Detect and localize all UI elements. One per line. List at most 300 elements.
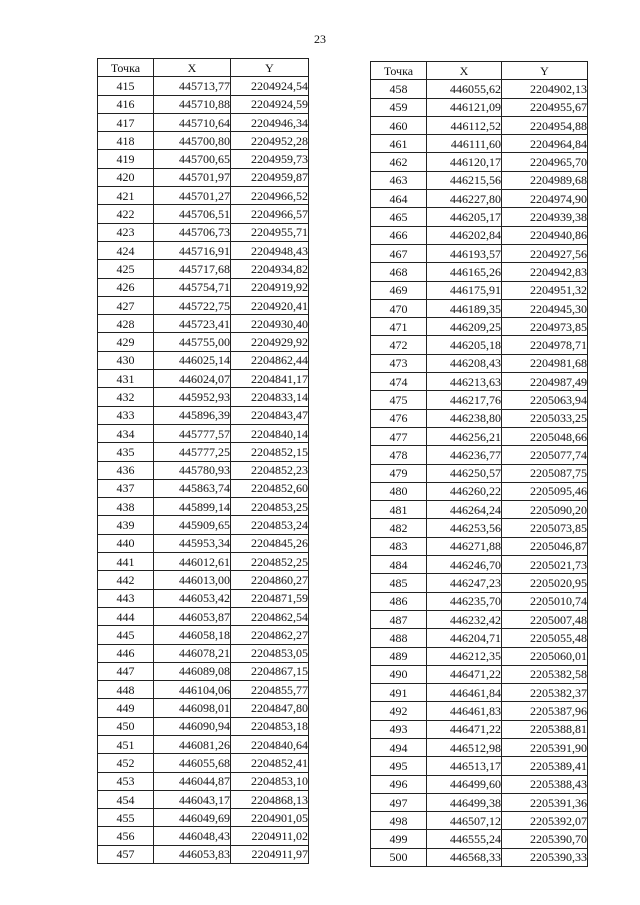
table-row	[98, 516, 309, 534]
cell-x: 446098,01	[154, 699, 231, 717]
cell-x: 446025,14	[154, 351, 231, 369]
cell-point: 438	[98, 498, 154, 516]
cell-x: 446232,42	[427, 610, 502, 628]
cell-point: 466	[371, 226, 427, 244]
cell-point: 473	[371, 354, 427, 372]
cell-y: 2204902,13	[502, 80, 588, 98]
cell-x: 445710,64	[154, 113, 231, 131]
cell-x: 446055,68	[154, 754, 231, 772]
table-row	[98, 77, 309, 95]
table-row	[98, 424, 309, 442]
cell-point: 444	[98, 607, 154, 625]
cell-y: 2204948,43	[231, 241, 309, 259]
table-row	[98, 150, 309, 168]
cell-y: 2204860,27	[231, 571, 309, 589]
cell-y: 2204845,26	[231, 534, 309, 552]
cell-y: 2204868,13	[231, 790, 309, 808]
cell-point: 480	[371, 482, 427, 500]
table-row	[98, 351, 309, 369]
cell-y: 2205095,46	[502, 482, 588, 500]
table-row	[98, 241, 309, 259]
cell-point: 454	[98, 790, 154, 808]
cell-point: 481	[371, 501, 427, 519]
cell-x: 446204,71	[427, 629, 502, 647]
cell-point: 469	[371, 281, 427, 299]
cell-x: 446044,87	[154, 772, 231, 790]
column-header-y: Y	[502, 62, 588, 80]
cell-x: 446499,38	[427, 793, 502, 811]
cell-x: 446247,23	[427, 574, 502, 592]
cell-point: 479	[371, 464, 427, 482]
cell-x: 445899,14	[154, 498, 231, 516]
cell-x: 446236,77	[427, 446, 502, 464]
cell-y: 2205077,74	[502, 446, 588, 464]
cell-x: 446235,70	[427, 592, 502, 610]
cell-x: 446264,24	[427, 501, 502, 519]
cell-x: 446024,07	[154, 370, 231, 388]
table-row	[371, 208, 588, 226]
cell-point: 450	[98, 717, 154, 735]
cell-point: 426	[98, 278, 154, 296]
table-row	[371, 629, 588, 647]
cell-x: 445700,80	[154, 132, 231, 150]
table-row	[371, 336, 588, 354]
table-row	[98, 278, 309, 296]
cell-x: 446217,76	[427, 391, 502, 409]
cell-y: 2205090,20	[502, 501, 588, 519]
cell-point: 419	[98, 150, 154, 168]
cell-point: 490	[371, 665, 427, 683]
cell-point: 441	[98, 553, 154, 571]
cell-y: 2205087,75	[502, 464, 588, 482]
cell-x: 446078,21	[154, 644, 231, 662]
cell-y: 2204867,15	[231, 662, 309, 680]
cell-point: 475	[371, 391, 427, 409]
cell-x: 446202,84	[427, 226, 502, 244]
cell-x: 445722,75	[154, 296, 231, 314]
table-row	[371, 391, 588, 409]
table-row	[371, 263, 588, 281]
table-row	[371, 702, 588, 720]
table-row	[98, 681, 309, 699]
cell-y: 2204934,82	[231, 260, 309, 278]
cell-point: 451	[98, 735, 154, 753]
table-row	[98, 699, 309, 717]
cell-y: 2204855,77	[231, 681, 309, 699]
cell-point: 485	[371, 574, 427, 592]
cell-x: 446053,42	[154, 589, 231, 607]
cell-x: 446081,26	[154, 735, 231, 753]
table-row	[98, 370, 309, 388]
cell-y: 2205392,07	[502, 812, 588, 830]
cell-y: 2204840,14	[231, 424, 309, 442]
cell-y: 2204989,68	[502, 171, 588, 189]
cell-x: 446165,26	[427, 263, 502, 281]
table-row	[98, 187, 309, 205]
cell-y: 2204954,88	[502, 116, 588, 134]
cell-x: 446271,88	[427, 537, 502, 555]
cell-x: 446499,60	[427, 775, 502, 793]
cell-y: 2204833,14	[231, 388, 309, 406]
table-row	[371, 153, 588, 171]
table-row	[98, 754, 309, 772]
cell-y: 2204843,47	[231, 406, 309, 424]
cell-point: 464	[371, 190, 427, 208]
cell-y: 2204974,90	[502, 190, 588, 208]
cell-y: 2204911,02	[231, 827, 309, 845]
cell-x: 446104,06	[154, 681, 231, 699]
cell-y: 2204964,84	[502, 135, 588, 153]
table-row	[371, 135, 588, 153]
cell-x: 446012,61	[154, 553, 231, 571]
cell-x: 446250,57	[427, 464, 502, 482]
table-row	[371, 464, 588, 482]
cell-x: 446112,52	[427, 116, 502, 134]
table-row	[371, 354, 588, 372]
cell-x: 445863,74	[154, 479, 231, 497]
cell-point: 499	[371, 830, 427, 848]
cell-x: 446205,18	[427, 336, 502, 354]
column-header-point: Точка	[371, 62, 427, 80]
table-row	[371, 684, 588, 702]
cell-y: 2205060,01	[502, 647, 588, 665]
cell-x: 446555,24	[427, 830, 502, 848]
cell-x: 446043,17	[154, 790, 231, 808]
cell-x: 446471,22	[427, 665, 502, 683]
table-row	[98, 571, 309, 589]
table-row	[371, 318, 588, 336]
cell-point: 461	[371, 135, 427, 153]
cell-y: 2204862,44	[231, 351, 309, 369]
cell-point: 422	[98, 205, 154, 223]
cell-x: 446053,83	[154, 845, 231, 863]
column-header-x: X	[427, 62, 502, 80]
cell-point: 436	[98, 461, 154, 479]
cell-x: 446471,22	[427, 720, 502, 738]
cell-x: 445701,27	[154, 187, 231, 205]
cell-y: 2205033,25	[502, 409, 588, 427]
table-row	[371, 171, 588, 189]
cell-point: 457	[98, 845, 154, 863]
cell-x: 446215,56	[427, 171, 502, 189]
cell-point: 458	[371, 80, 427, 98]
cell-x: 445706,73	[154, 223, 231, 241]
cell-y: 2204853,10	[231, 772, 309, 790]
cell-y: 2204939,38	[502, 208, 588, 226]
cell-point: 491	[371, 684, 427, 702]
table-row	[371, 80, 588, 98]
table-header-row	[98, 59, 309, 77]
table-row	[371, 427, 588, 445]
cell-point: 417	[98, 113, 154, 131]
cell-point: 446	[98, 644, 154, 662]
cell-point: 420	[98, 168, 154, 186]
column-header-x: X	[154, 59, 231, 77]
cell-x: 446213,63	[427, 373, 502, 391]
cell-point: 416	[98, 95, 154, 113]
table-row	[98, 205, 309, 223]
cell-y: 2204973,85	[502, 318, 588, 336]
cell-y: 2204959,73	[231, 150, 309, 168]
table-row	[98, 553, 309, 571]
cell-x: 446205,17	[427, 208, 502, 226]
cell-x: 446461,84	[427, 684, 502, 702]
cell-x: 446212,35	[427, 647, 502, 665]
table-row	[371, 373, 588, 391]
cell-x: 445710,88	[154, 95, 231, 113]
cell-y: 2205391,36	[502, 793, 588, 811]
table-row	[371, 757, 588, 775]
cell-y: 2205390,70	[502, 830, 588, 848]
cell-point: 429	[98, 333, 154, 351]
cell-y: 2204853,25	[231, 498, 309, 516]
cell-y: 2205388,43	[502, 775, 588, 793]
cell-x: 446193,57	[427, 244, 502, 262]
cell-point: 423	[98, 223, 154, 241]
cell-y: 2205390,33	[502, 848, 588, 866]
cell-x: 446253,56	[427, 519, 502, 537]
cell-y: 2204911,97	[231, 845, 309, 863]
cell-x: 446111,60	[427, 135, 502, 153]
cell-x: 446507,12	[427, 812, 502, 830]
table-row	[371, 793, 588, 811]
table-row	[371, 592, 588, 610]
cell-x: 445723,41	[154, 315, 231, 333]
cell-point: 456	[98, 827, 154, 845]
cell-x: 446120,17	[427, 153, 502, 171]
cell-y: 2204966,57	[231, 205, 309, 223]
table-row	[371, 775, 588, 793]
cell-x: 446055,62	[427, 80, 502, 98]
cell-point: 487	[371, 610, 427, 628]
cell-y: 2205020,95	[502, 574, 588, 592]
table-row	[98, 168, 309, 186]
cell-y: 2204920,41	[231, 296, 309, 314]
cell-y: 2204841,17	[231, 370, 309, 388]
cell-y: 2204978,71	[502, 336, 588, 354]
cell-y: 2204853,24	[231, 516, 309, 534]
cell-x: 446209,25	[427, 318, 502, 336]
cell-y: 2204840,64	[231, 735, 309, 753]
cell-x: 446049,69	[154, 809, 231, 827]
cell-point: 440	[98, 534, 154, 552]
cell-y: 2204929,92	[231, 333, 309, 351]
table-row	[98, 260, 309, 278]
cell-x: 445896,39	[154, 406, 231, 424]
cell-x: 446189,35	[427, 299, 502, 317]
table-row	[98, 479, 309, 497]
cell-point: 455	[98, 809, 154, 827]
cell-point: 500	[371, 848, 427, 866]
cell-x: 446256,21	[427, 427, 502, 445]
cell-x: 446246,70	[427, 556, 502, 574]
table-row	[98, 315, 309, 333]
cell-y: 2204946,34	[231, 113, 309, 131]
coordinates-table-right	[370, 61, 588, 867]
table-row	[98, 662, 309, 680]
cell-point: 443	[98, 589, 154, 607]
cell-y: 2204952,28	[231, 132, 309, 150]
cell-y: 2204955,67	[502, 98, 588, 116]
cell-point: 478	[371, 446, 427, 464]
cell-y: 2204940,86	[502, 226, 588, 244]
cell-y: 2204852,41	[231, 754, 309, 772]
cell-x: 446053,87	[154, 607, 231, 625]
cell-y: 2205388,81	[502, 720, 588, 738]
cell-point: 430	[98, 351, 154, 369]
table-row	[98, 845, 309, 863]
table-row	[371, 556, 588, 574]
cell-point: 496	[371, 775, 427, 793]
cell-x: 445700,65	[154, 150, 231, 168]
cell-x: 445952,93	[154, 388, 231, 406]
cell-x: 446513,17	[427, 757, 502, 775]
cell-point: 474	[371, 373, 427, 391]
cell-y: 2205389,41	[502, 757, 588, 775]
cell-y: 2204966,52	[231, 187, 309, 205]
cell-point: 452	[98, 754, 154, 772]
table-row	[98, 296, 309, 314]
cell-x: 445755,00	[154, 333, 231, 351]
table-row	[371, 299, 588, 317]
table-row	[98, 461, 309, 479]
cell-point: 421	[98, 187, 154, 205]
cell-x: 446260,22	[427, 482, 502, 500]
cell-x: 445706,51	[154, 205, 231, 223]
cell-x: 445716,91	[154, 241, 231, 259]
table-row	[371, 446, 588, 464]
table-row	[98, 498, 309, 516]
table-row	[371, 830, 588, 848]
table-row	[371, 665, 588, 683]
table-row	[98, 589, 309, 607]
cell-y: 2204853,05	[231, 644, 309, 662]
cell-x: 446568,33	[427, 848, 502, 866]
cell-x: 445777,25	[154, 443, 231, 461]
cell-y: 2204901,05	[231, 809, 309, 827]
table-row	[371, 116, 588, 134]
cell-x: 446058,18	[154, 626, 231, 644]
cell-x: 446090,94	[154, 717, 231, 735]
cell-x: 446089,08	[154, 662, 231, 680]
table-row	[371, 647, 588, 665]
cell-point: 497	[371, 793, 427, 811]
table-row	[371, 190, 588, 208]
table-row	[98, 772, 309, 790]
table-row	[98, 333, 309, 351]
table-row	[98, 790, 309, 808]
cell-x: 445754,71	[154, 278, 231, 296]
cell-y: 2205007,48	[502, 610, 588, 628]
cell-y: 2204852,60	[231, 479, 309, 497]
cell-point: 492	[371, 702, 427, 720]
cell-y: 2204942,83	[502, 263, 588, 281]
cell-point: 467	[371, 244, 427, 262]
table-header-row	[371, 62, 588, 80]
cell-point: 472	[371, 336, 427, 354]
table-row	[98, 644, 309, 662]
cell-x: 445953,34	[154, 534, 231, 552]
cell-point: 447	[98, 662, 154, 680]
table-row	[98, 95, 309, 113]
cell-point: 435	[98, 443, 154, 461]
cell-point: 439	[98, 516, 154, 534]
column-header-y: Y	[231, 59, 309, 77]
cell-y: 2205055,48	[502, 629, 588, 647]
cell-y: 2204924,54	[231, 77, 309, 95]
cell-point: 489	[371, 647, 427, 665]
table-row	[371, 537, 588, 555]
cell-y: 2205010,74	[502, 592, 588, 610]
cell-point: 494	[371, 738, 427, 756]
cell-y: 2204853,18	[231, 717, 309, 735]
cell-point: 468	[371, 263, 427, 281]
table-row	[371, 574, 588, 592]
cell-y: 2204852,15	[231, 443, 309, 461]
table-row	[371, 482, 588, 500]
cell-y: 2205387,96	[502, 702, 588, 720]
cell-x: 446048,43	[154, 827, 231, 845]
cell-y: 2204959,87	[231, 168, 309, 186]
table-row	[98, 223, 309, 241]
cell-point: 495	[371, 757, 427, 775]
cell-y: 2204981,68	[502, 354, 588, 372]
page-number: 23	[314, 32, 326, 46]
cell-point: 415	[98, 77, 154, 95]
cell-point: 418	[98, 132, 154, 150]
cell-x: 445777,57	[154, 424, 231, 442]
table-row	[371, 610, 588, 628]
cell-y: 2205021,73	[502, 556, 588, 574]
cell-y: 2204852,25	[231, 553, 309, 571]
table-row	[98, 443, 309, 461]
cell-y: 2204965,70	[502, 153, 588, 171]
table-row	[371, 281, 588, 299]
cell-x: 446013,00	[154, 571, 231, 589]
table-row	[98, 626, 309, 644]
table-row	[98, 827, 309, 845]
table-row	[98, 809, 309, 827]
table-row	[371, 226, 588, 244]
table-row	[371, 519, 588, 537]
cell-point: 437	[98, 479, 154, 497]
table-row	[98, 113, 309, 131]
cell-point: 459	[371, 98, 427, 116]
cell-y: 2205063,94	[502, 391, 588, 409]
cell-x: 446208,43	[427, 354, 502, 372]
cell-y: 2205391,90	[502, 738, 588, 756]
cell-point: 471	[371, 318, 427, 336]
cell-y: 2204862,54	[231, 607, 309, 625]
cell-point: 431	[98, 370, 154, 388]
table-row	[371, 720, 588, 738]
cell-y: 2204852,23	[231, 461, 309, 479]
cell-x: 445717,68	[154, 260, 231, 278]
cell-x: 446121,09	[427, 98, 502, 116]
table-row	[98, 534, 309, 552]
cell-y: 2205046,87	[502, 537, 588, 555]
coordinates-table-left	[97, 58, 309, 864]
cell-point: 433	[98, 406, 154, 424]
cell-x: 446461,83	[427, 702, 502, 720]
table-row	[98, 717, 309, 735]
cell-point: 424	[98, 241, 154, 259]
cell-point: 483	[371, 537, 427, 555]
cell-point: 425	[98, 260, 154, 278]
cell-x: 445909,65	[154, 516, 231, 534]
cell-y: 2205382,37	[502, 684, 588, 702]
table-row	[371, 848, 588, 866]
